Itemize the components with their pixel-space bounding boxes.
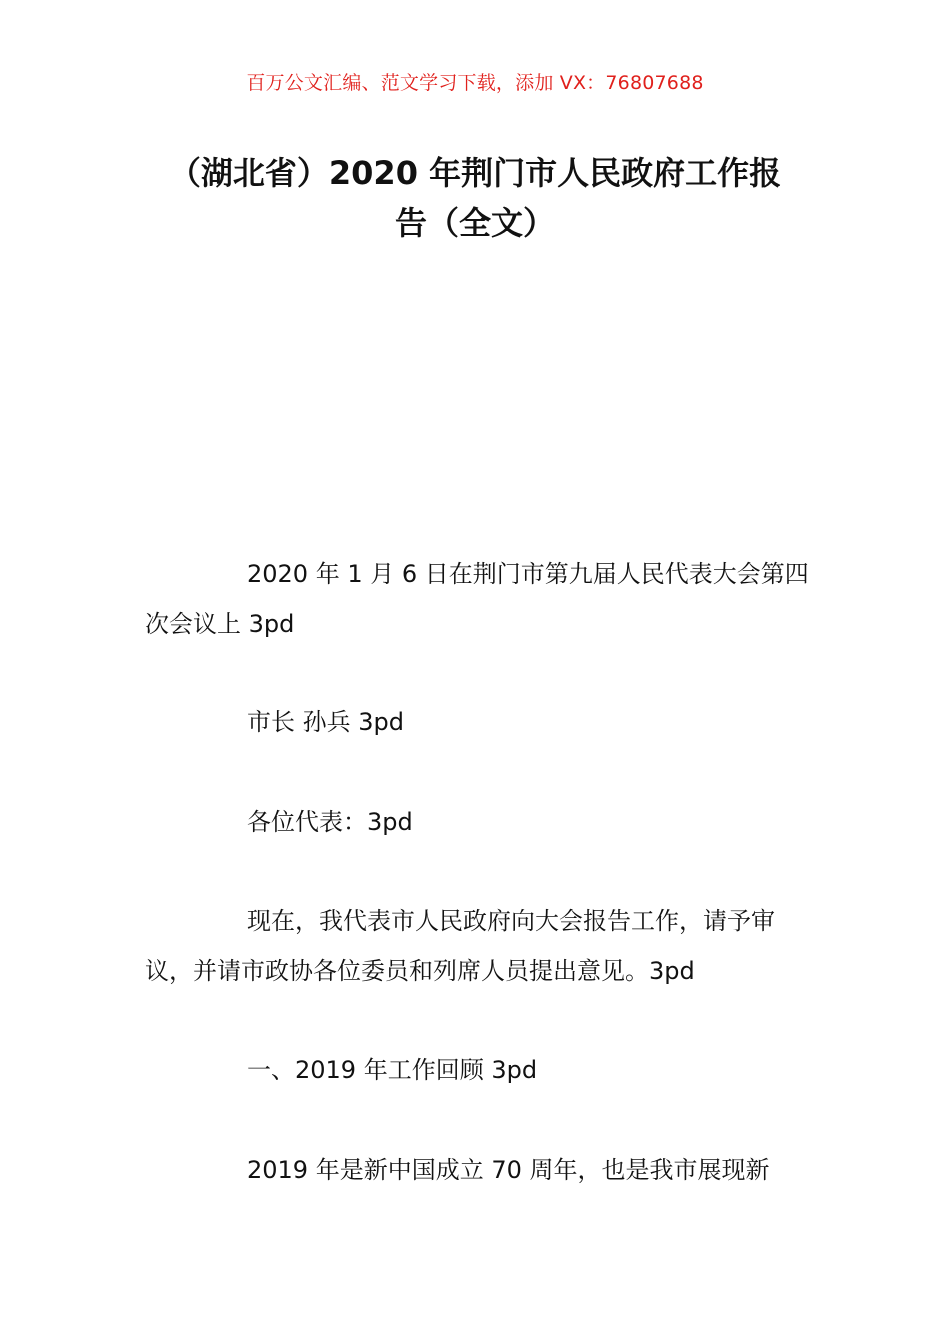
header-watermark-note: 百万公文汇编、范文学习下载，添加 VX：76807688 [246, 72, 704, 94]
section-heading-review: 一、2019 年工作回顾 3pd [247, 1056, 538, 1084]
title-line-1: （湖北省）2020 年荆门市人民政府工作报 [168, 154, 782, 192]
paragraph-meeting-date: 2020 年 1 月 6 日在荆门市第九届人民代表大会第四次会议上 3pd [145, 560, 809, 638]
title-line-2: 告（全文） [394, 204, 555, 242]
paragraph-salutation: 各位代表：3pd [247, 808, 413, 836]
paragraph-review-start: 2019 年是新中国成立 70 周年，也是我市展现新 [247, 1156, 770, 1184]
paragraph-intro: 现在，我代表市人民政府向大会报告工作，请予审议，并请市政协各位委员和列席人员提出意见。3pd [145, 907, 775, 985]
paragraph-mayor: 市长 孙兵 3pd [247, 708, 404, 736]
document-title [145, 148, 805, 248]
